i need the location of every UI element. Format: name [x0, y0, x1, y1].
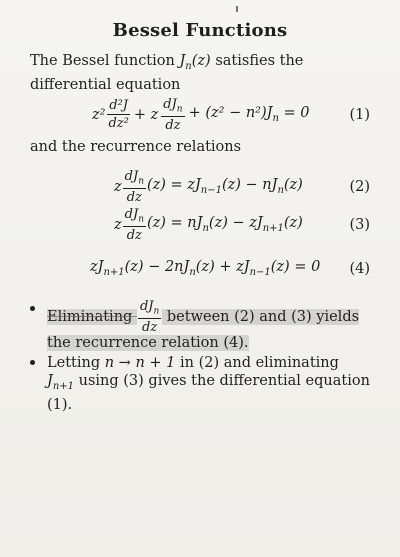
bullet2-text-2: in (2) and eliminating — [175, 355, 339, 372]
equation-2 — [30, 166, 370, 208]
page-title: Bessel Functions — [112, 20, 288, 41]
eq1-mid: + z — [133, 106, 159, 123]
equation-1 — [30, 94, 370, 136]
eq3-prefix: z — [114, 216, 122, 233]
bullet-dot — [30, 360, 35, 365]
eq1-number: (1) — [349, 106, 370, 123]
eq4-number: (4) — [349, 260, 370, 277]
eq2-prefix: z — [114, 178, 122, 195]
eq2-derivative: $\frac{dJ_n}{dz}$ — [124, 168, 144, 206]
intro-symbol-sub: n — [185, 60, 192, 72]
eq3-rhs: $(z) = nJ_n(z) - zJ_{n+1}(z)$ — [146, 215, 303, 235]
scan-speck — [236, 6, 238, 12]
bullet2-math: n → n + 1 — [104, 355, 176, 372]
recurrence-intro: and the recurrence relations — [30, 138, 242, 155]
intro-paragraph — [30, 52, 370, 94]
bullet2-math2: $J_{n+1}$ — [47, 373, 75, 393]
equation-4 — [30, 254, 370, 284]
eq1-prefix: z² — [92, 106, 106, 123]
bullet2-text-1: Letting — [47, 355, 105, 372]
eq1-frac-den: dz² — [108, 116, 129, 132]
eq2-rhs: $(z) = zJ_{n-1}(z) - nJ_n(z)$ — [146, 177, 303, 197]
eq1-deriv-num: $dJ_n$ — [161, 98, 184, 118]
bullet1-text-2: between (2) and (3) yields the recurrence relation (4). — [47, 309, 360, 352]
eq1-second-derivative — [106, 99, 130, 130]
intro-symbol: J — [179, 53, 186, 69]
eq3-number: (3) — [349, 216, 370, 233]
intro-text-1: The Bessel function — [30, 53, 180, 69]
bullet1-text-1: Eliminating — [47, 309, 137, 326]
eq4-expression: $zJ_{n+1}(z) - 2nJ_n(z) + zJ_{n-1}(z) = 0$ — [90, 259, 321, 279]
intro-text-2: satisfies the differential equation — [30, 53, 304, 93]
bullet-dot — [30, 306, 35, 311]
eq3-derivative: $\frac{dJ_n}{dz}$ — [124, 206, 144, 244]
bullet-list — [30, 300, 370, 414]
eq1-first-derivative — [161, 98, 184, 133]
bullet2-text-3: using (3) gives the differential equation (1). — [47, 373, 370, 414]
bullet1-derivative: $\frac{dJ_n}{dz}$ — [139, 298, 160, 336]
bullet-item-2 — [30, 354, 370, 414]
eq1-frac-num: d²J — [109, 98, 129, 114]
eq2-number: (2) — [349, 178, 370, 195]
eq1-deriv-den: dz — [165, 118, 181, 134]
eq1-suffix: + $(z^2 - n^2)J_n = 0$ — [188, 105, 310, 125]
bullet-item-1 — [30, 300, 370, 353]
equation-3 — [30, 204, 370, 246]
intro-arg: (z) — [191, 53, 211, 69]
